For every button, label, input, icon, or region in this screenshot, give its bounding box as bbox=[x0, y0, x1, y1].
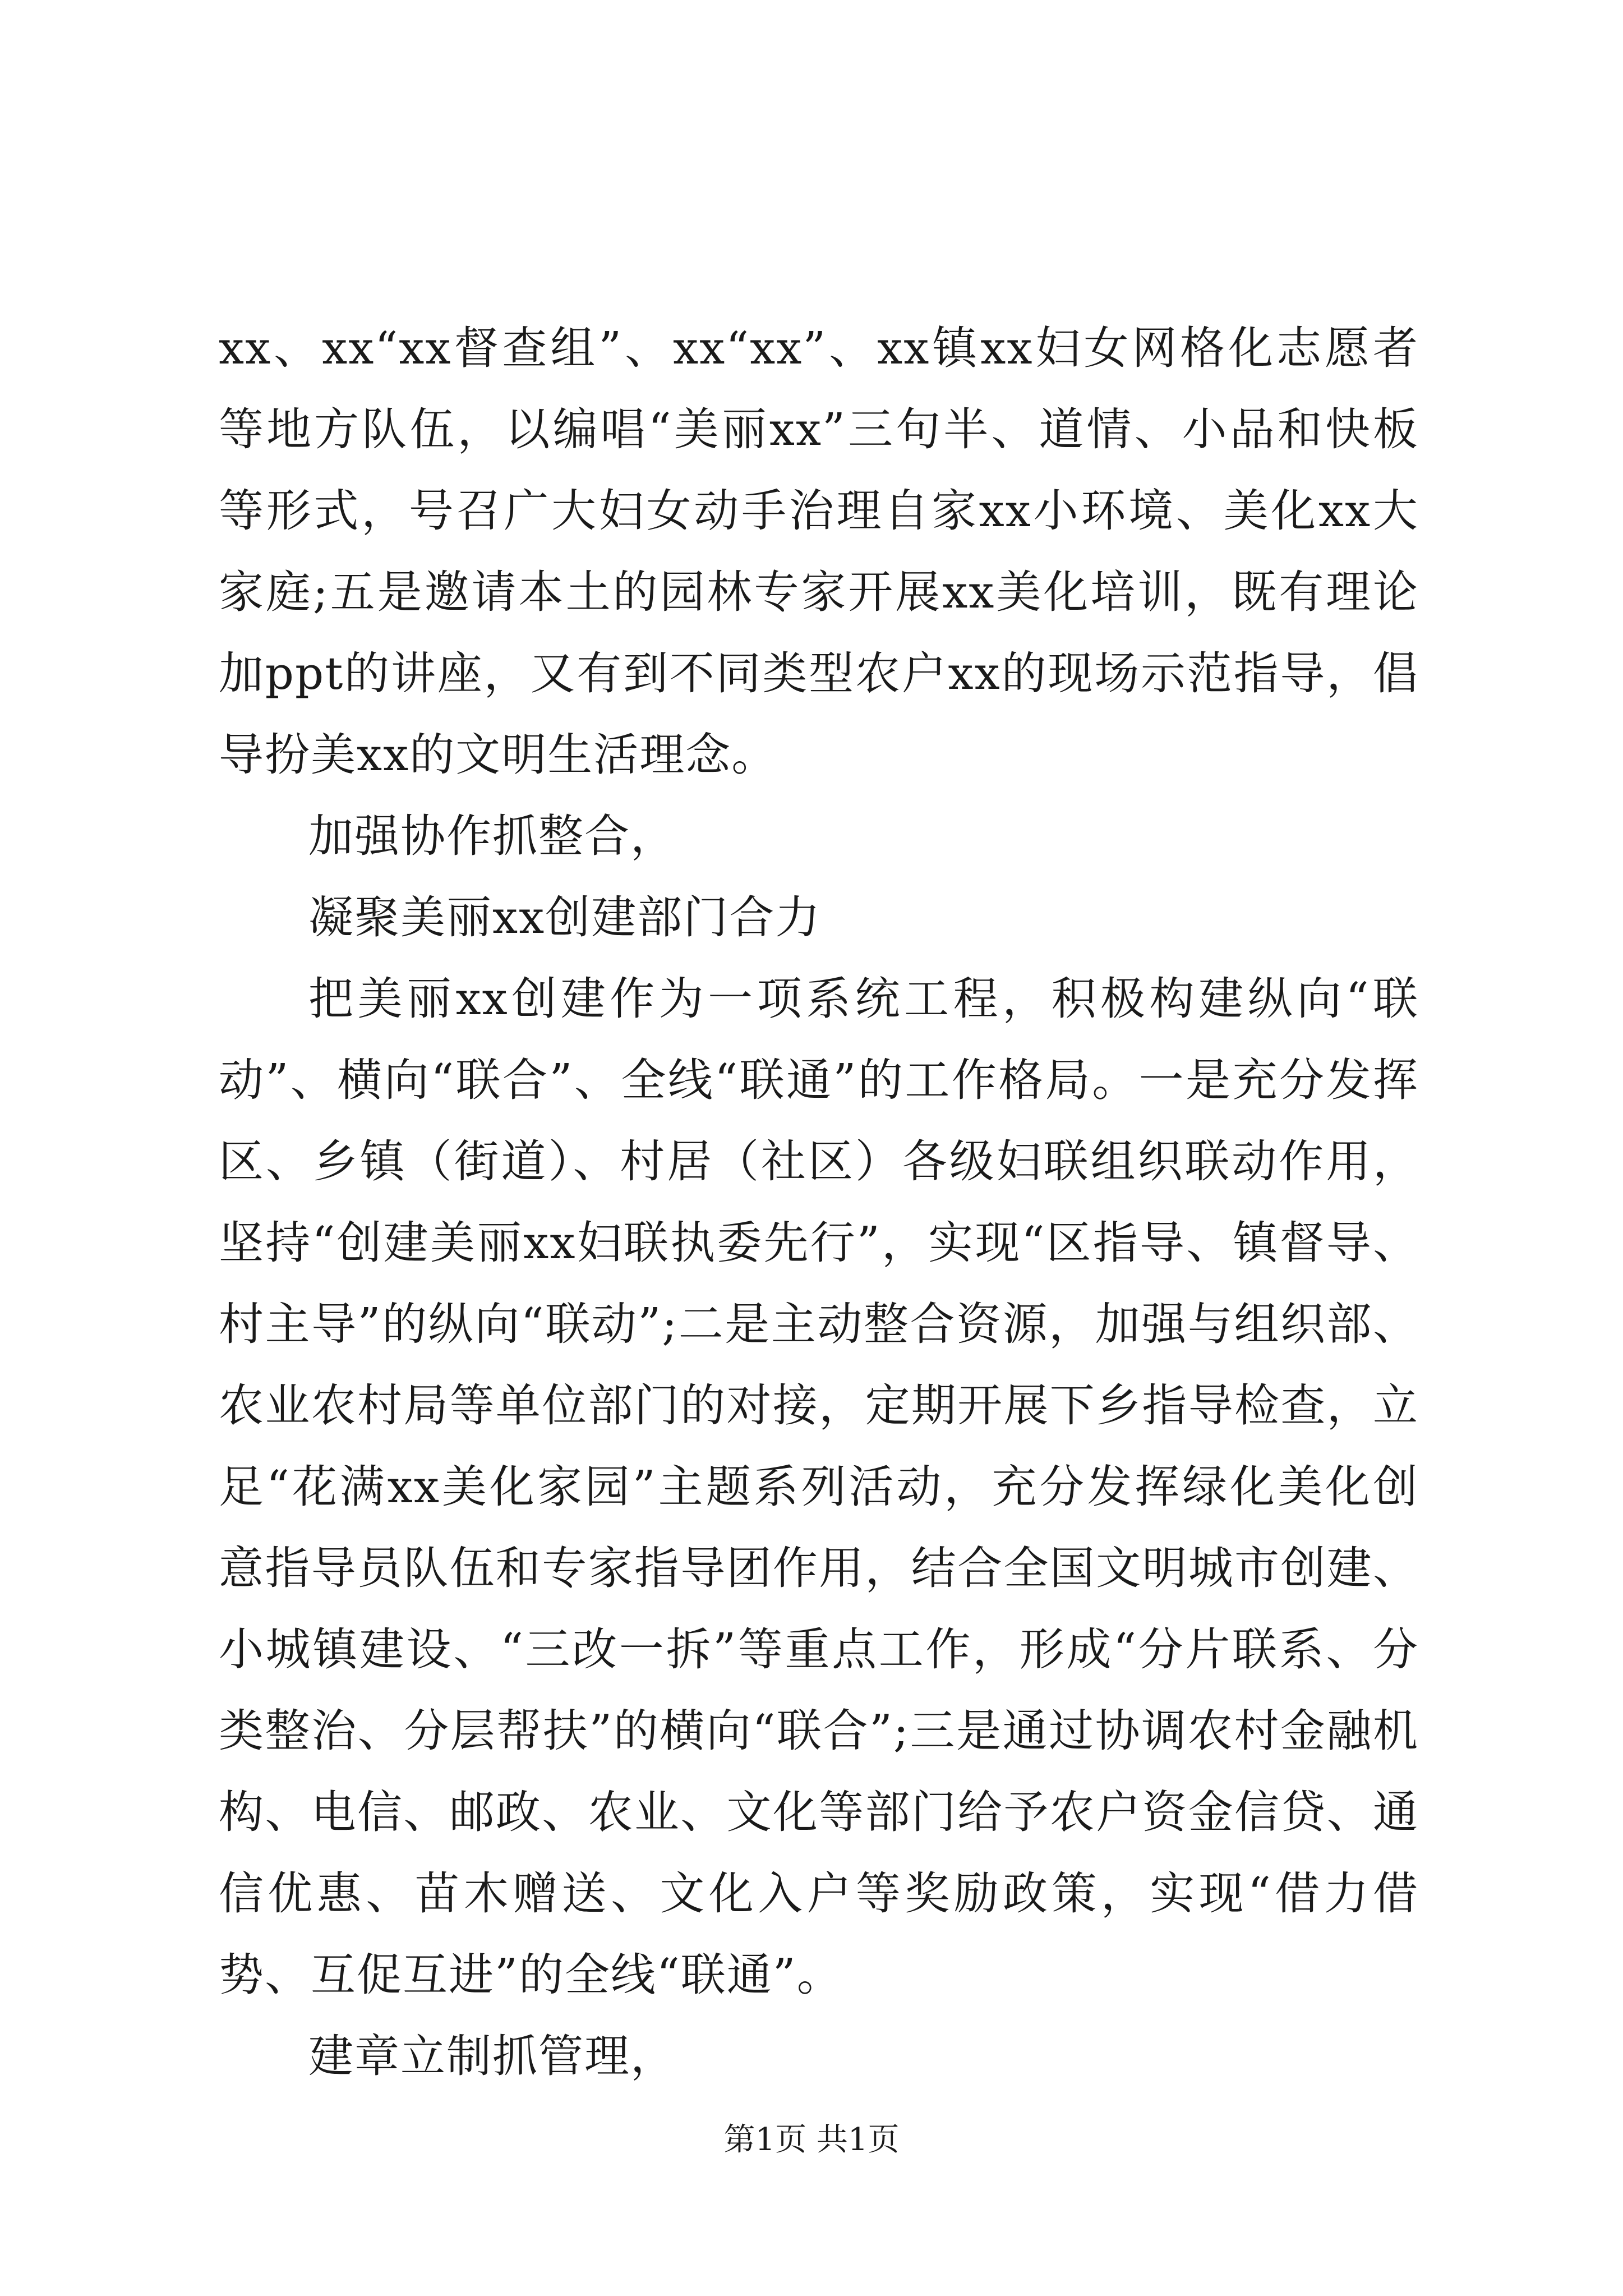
section-heading-part-1: 加强协作抓整合， bbox=[308, 810, 676, 862]
section-heading-next: 建章立制抓管理， bbox=[308, 2030, 676, 2082]
paragraph-continuation: xx、xx“xx督查组”、xx“xx”、xx镇xx妇女网格化志愿者等地方队伍，以编唱“美丽xx”三句半、道情、小品和快板等形式，号召广大妇女动手治理自家xx小环境、美化xx大家庭;五是邀请本土的园林专家开展xx美化培训，既有理论加ppt的讲座，又有到不同类型农户xx的现场示范指导，倡导扮美xx的文明生活理念。 bbox=[219, 322, 1419, 781]
document-body bbox=[219, 307, 1419, 2097]
page-number-footer: 第1页 共1页 bbox=[723, 2122, 900, 2158]
paragraph-main: 把美丽xx创建作为一项系统工程，积极构建纵向“联动”、横向“联合”、全线“联通”的工作格局。一是充分发挥区、乡镇（街道）、村居（社区）各级妇联组织联动作用，坚持“创建美丽xx妇联执委先行”，实现“区指导、镇督导、村主导”的纵向“联动”;二是主动整合资源，加强与组织部、农业农村局等单位部门的对接，定期开展下乡指导检查，立足“花满xx美化家园”主题系列活动，充分发挥绿化美化创意指导员队伍和专家指导团作用，结合全国文明城市创建、小城镇建设、“三改一拆”等重点工作，形成“分片联系、分类整治、分层帮扶”的横向“联合”;三是通过协调农村金融机构、电信、邮政、农业、文化等部门给予农户资金信贷、通信优惠、苗木赠送、文化入户等奖励政策，实现“借力借势、互促互进”的全线“联通”。 bbox=[219, 973, 1419, 2001]
section-heading-part-2: 凝聚美丽xx创建部门合力 bbox=[308, 891, 822, 944]
